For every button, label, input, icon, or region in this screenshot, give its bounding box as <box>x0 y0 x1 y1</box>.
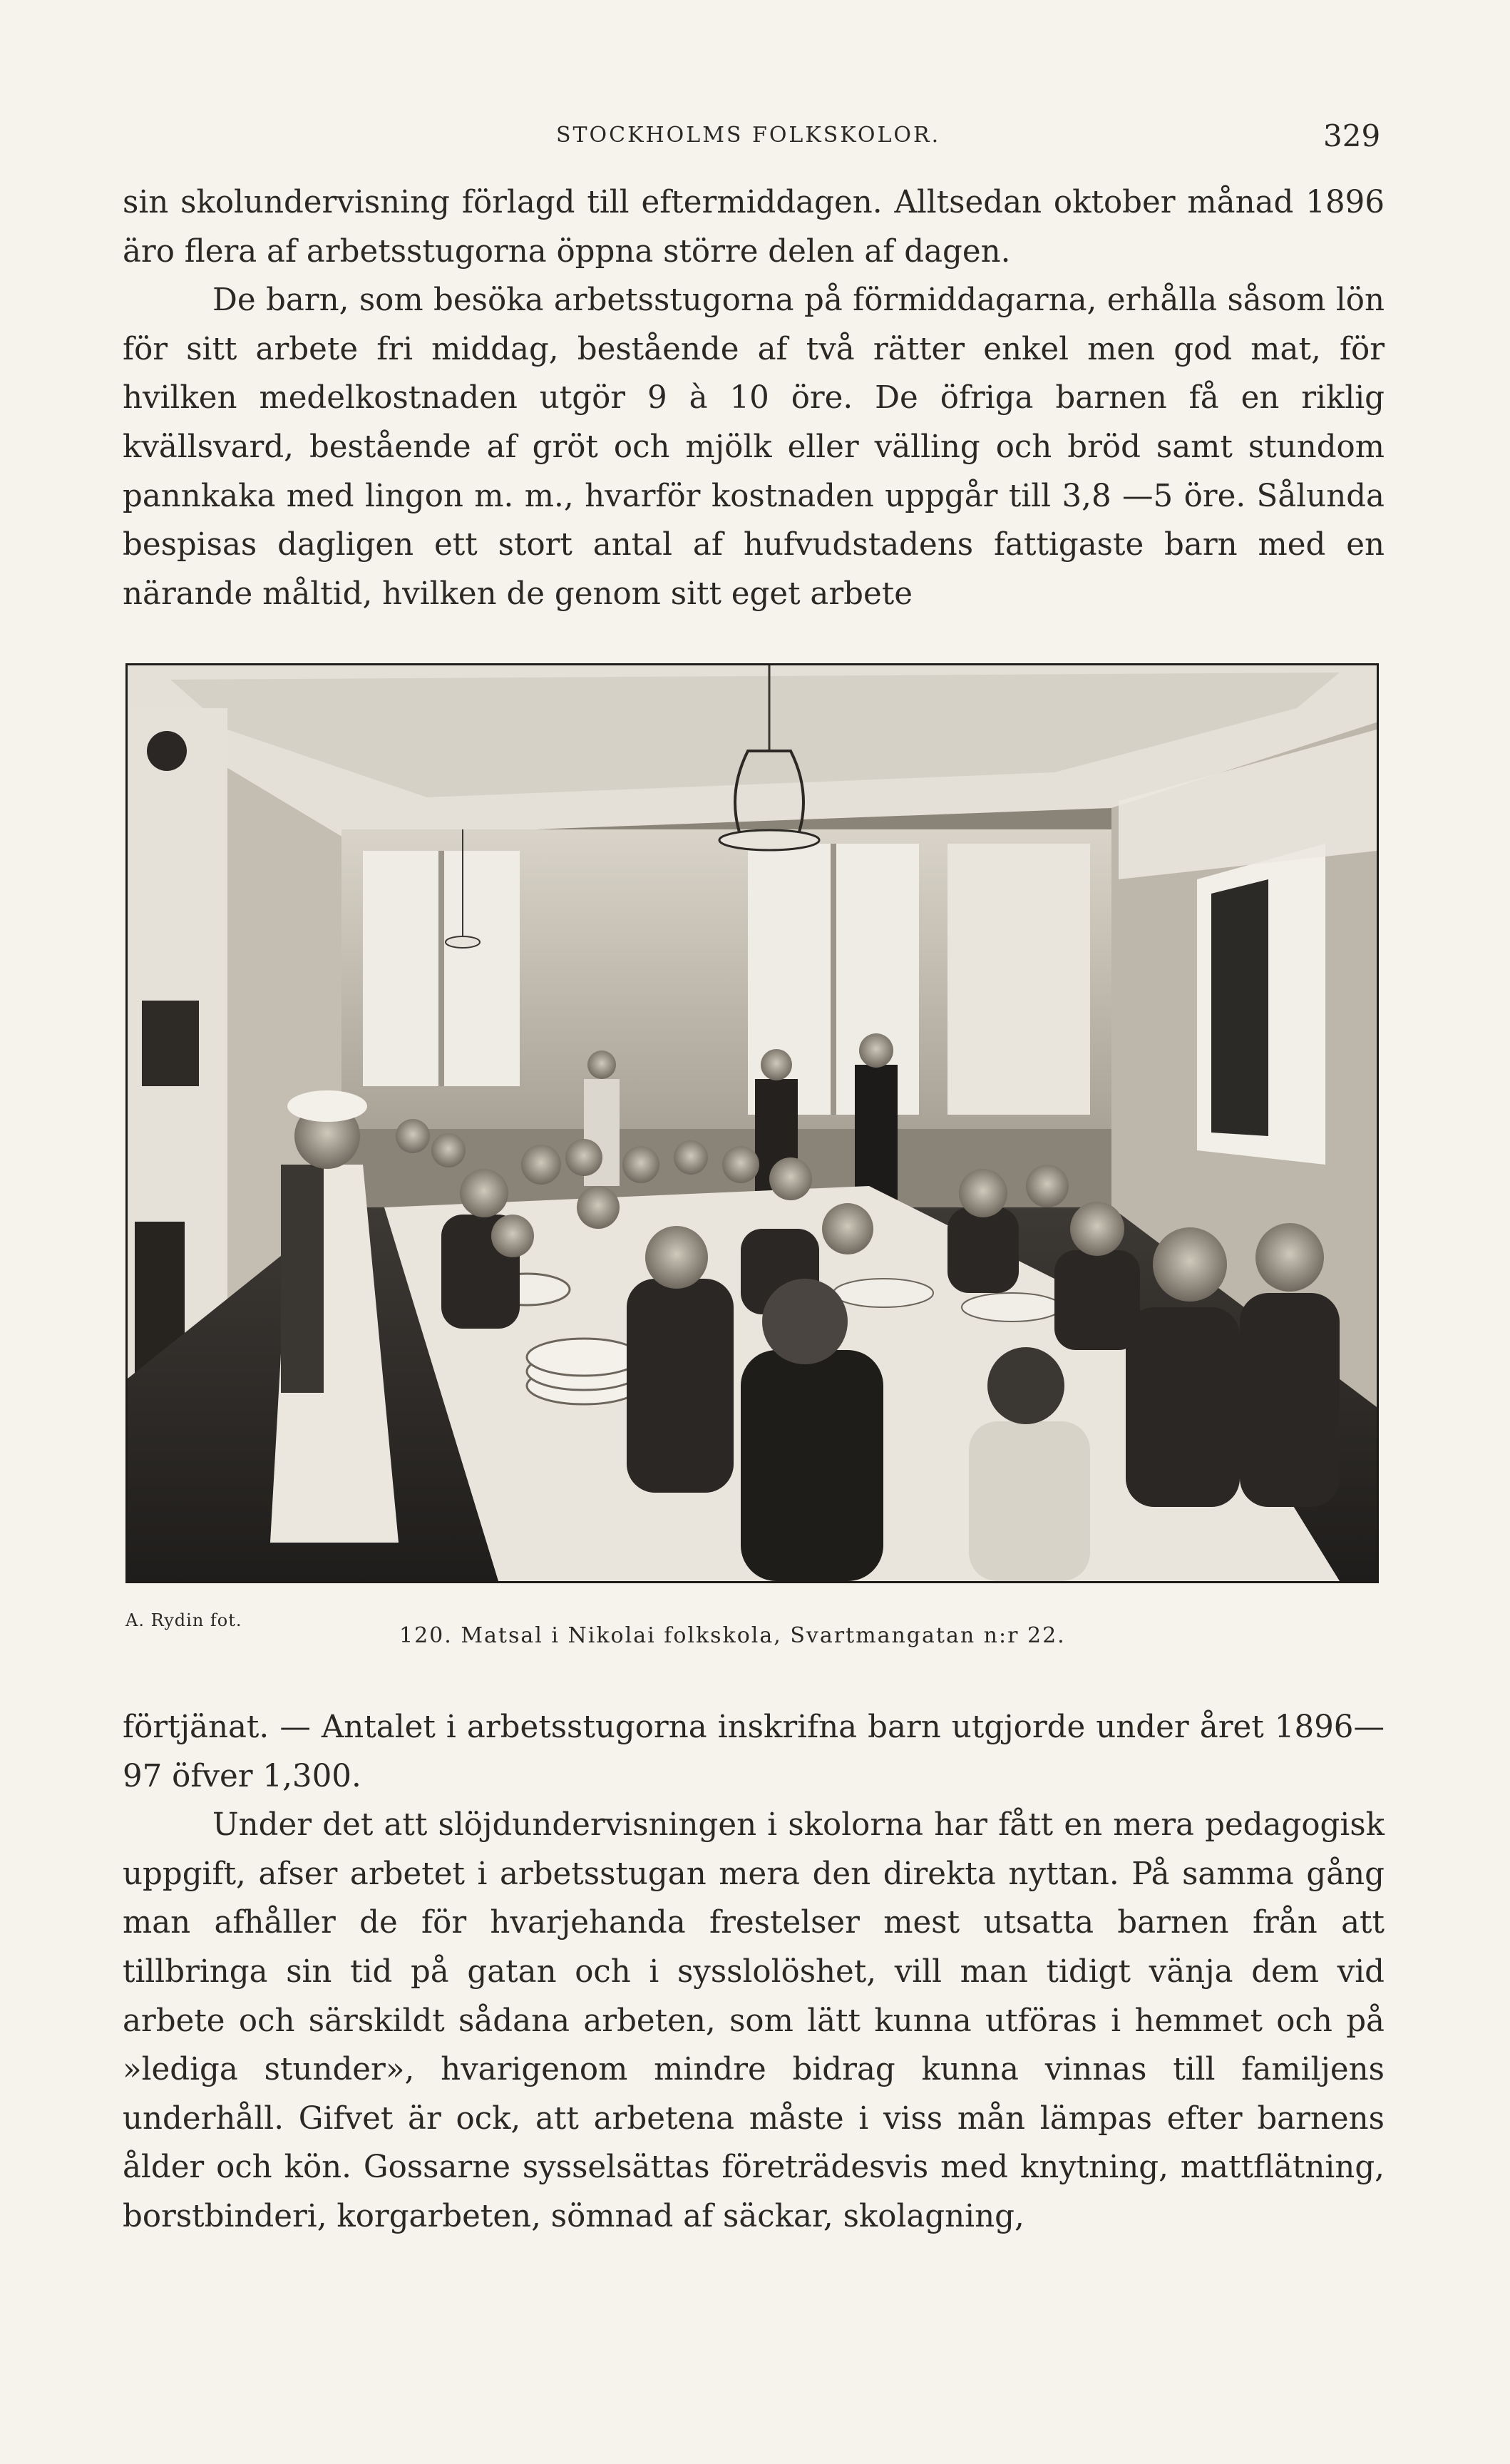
figure-caption: 120. Matsal i Nikolai folkskola, Svartmangatan n:r 22. <box>399 1623 1066 1648</box>
body-text-top <box>123 178 1385 618</box>
photographer-credit: A. Rydin fot. <box>125 1610 242 1630</box>
running-header <box>0 118 1510 154</box>
dining-hall-photograph <box>125 663 1379 1583</box>
paragraph: Under det att slöjdundervisningen i skolorna har fått en mera pedagogisk uppgift, afser arbetet i arbetsstugan mera den direkta nyttan. På samma gång man afhåller de för hvarjehanda frestelser mest utsatta barnen från att tillbringa sin tid på gatan och i sysslolöshet, vill man tidigt vänja dem vid arbete och särskildt sådana arbeten, som lätt kunna utföras i hemmet och på »lediga stunder», hvarigenom mindre bidrag kunna vinnas till familjens underhåll. Gifvet är ock, att arbetena måste i viss mån lämpas efter barnens ålder och kön. Gossarne sysselsättas företrädesvis med knytning, mattflätning, borstbinderi, korgarbeten, sömnad af säckar, skolagning, <box>123 1807 1385 2234</box>
body-text-bottom <box>123 1703 1385 2241</box>
running-title: STOCKHOLMS FOLKSKOLOR. <box>556 123 941 148</box>
paragraph: förtjänat. — Antalet i arbetsstugorna inskrifna barn utgjorde under året 1896—97 öfver 1,300. <box>123 1709 1385 1794</box>
paragraph: sin skolundervisning förlagd till eftermiddagen. Alltsedan oktober månad 1896 äro flera af arbetsstugorna öppna större delen af dagen. <box>123 185 1385 270</box>
page-number: 329 <box>1323 118 1381 153</box>
paragraph: De barn, som besöka arbetsstugorna på förmiddagarna, erhålla såsom lön för sitt arbete fri middag, bestående af två rätter enkel men god mat, för hvilken medelkostnaden utgör 9 à 10 öre. De öfriga barnen få en riklig kvällsvard, bestående af gröt och mjölk eller välling och bröd samt stundom pannkaka med lingon m. m., hvarför kostnaden uppgår till 3,8 —5 öre. Sålunda bespisas dagligen ett stort antal af hufvudstadens fattigaste barn med en närande måltid, hvilken de genom sitt eget arbete <box>123 282 1385 612</box>
